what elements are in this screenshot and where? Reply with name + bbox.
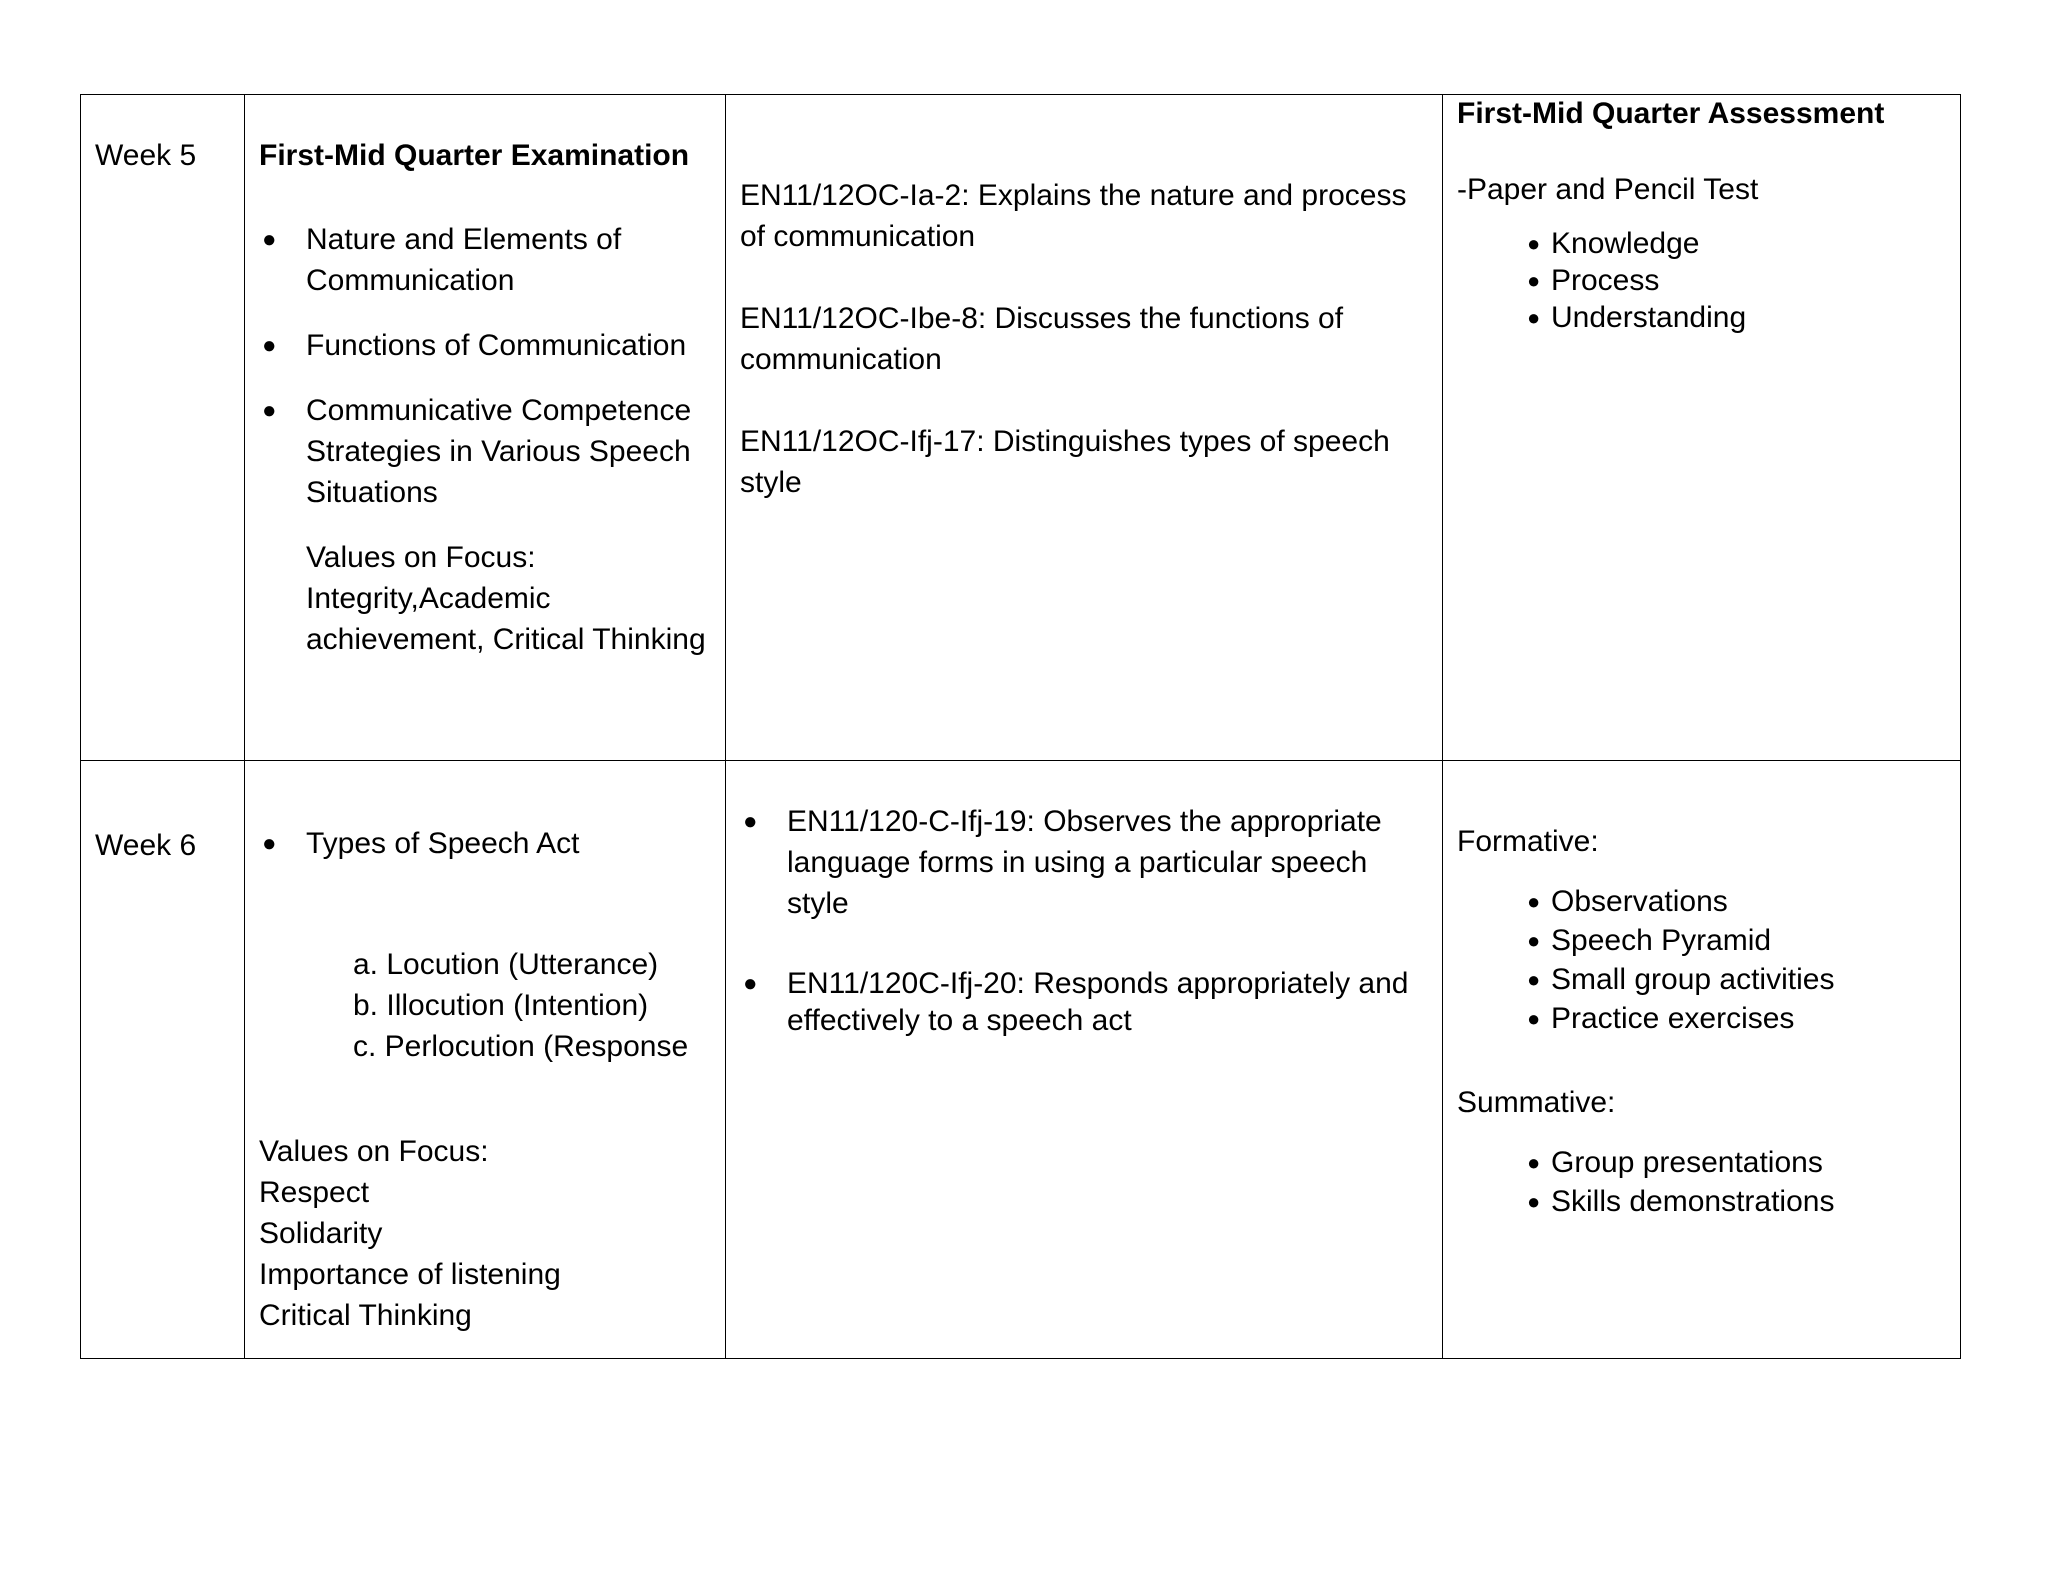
list-item: ● EN11/120C-Ifj-20: Responds appropriately and effectively to a speech act [743, 967, 1409, 1037]
list-item: a. Locution (Utterance) [353, 948, 659, 981]
list-item: ● Communicative Competence Strategies in Various Speech Situations [259, 390, 711, 513]
summative-label: Summative: [1457, 1086, 1616, 1119]
list-item: ● Speech Pyramid [1457, 921, 1946, 960]
assessment-cell [1443, 95, 1961, 761]
week-cell [81, 761, 245, 1359]
test-type: -Paper and Pencil Test [1457, 173, 1759, 206]
list-item: ● Observations [1457, 882, 1946, 921]
bullet-icon: ● [262, 226, 277, 253]
list-item: ● EN11/120-C-Ifj-19: Observes the appropriate language forms in using a particular speech style [740, 801, 1428, 924]
assessment-list [1457, 225, 1946, 336]
bullet-icon: ● [1527, 231, 1541, 256]
competencies-cell [726, 95, 1443, 761]
values-label: Values on Focus: [306, 541, 536, 574]
competency-list [740, 801, 1428, 1039]
sub-topic-list [259, 944, 711, 1067]
values-item: Respect [259, 1176, 370, 1209]
table-row-week-6 [81, 761, 1961, 1359]
values-item: Critical Thinking [259, 1299, 472, 1332]
list-item: ● Types of Speech Act [259, 823, 711, 864]
bullet-icon: ● [1527, 305, 1541, 330]
formative-label: Formative: [1457, 825, 1599, 858]
assessment-heading: First-Mid Quarter Assessment [1457, 97, 1885, 130]
list-item: b. Illocution (Intention) [353, 989, 649, 1022]
bullet-icon: ● [1527, 928, 1541, 953]
list-item: ● Skills demonstrations [1457, 1182, 1946, 1221]
bullet-icon: ● [743, 970, 758, 997]
list-item: ● Group presentations [1457, 1143, 1946, 1182]
bullet-icon: ● [262, 830, 277, 857]
values-text: Integrity,Academic achievement, Critical Thinking [306, 582, 706, 656]
week-label: Week 6 [95, 829, 197, 862]
competency-text: EN11/12OC-Ifj-17: Distinguishes types of speech style [740, 425, 1390, 499]
values-item: Importance of listening [259, 1258, 561, 1291]
list-item: ● Nature and Elements of Communication [259, 219, 711, 301]
formative-list [1457, 882, 1946, 1038]
values-label: Values on Focus: [259, 1135, 489, 1168]
lesson-plan-table [80, 94, 1961, 1359]
list-item: ● Process [1527, 264, 1660, 297]
competency-text: EN11/12OC-Ia-2: Explains the nature and process of communication [740, 179, 1407, 253]
bullet-icon: ● [743, 808, 758, 835]
bullet-icon: ● [1527, 967, 1541, 992]
assessment-cell [1443, 761, 1961, 1359]
topic-list [259, 219, 711, 513]
week-cell [81, 95, 245, 761]
topics-cell [245, 761, 726, 1359]
exam-heading: First-Mid Quarter Examination [259, 139, 690, 172]
bullet-icon: ● [1527, 268, 1541, 293]
bullet-icon: ● [1527, 1150, 1541, 1175]
list-item: ● Knowledge [1527, 227, 1700, 260]
bullet-icon: ● [262, 397, 277, 424]
bullet-icon: ● [1527, 889, 1541, 914]
bullet-icon: ● [1527, 1006, 1541, 1031]
topics-cell [245, 95, 726, 761]
bullet-icon: ● [262, 332, 277, 359]
table-row-week-5 [81, 95, 1961, 761]
values-item: Solidarity [259, 1217, 383, 1250]
bullet-icon: ● [1527, 1189, 1541, 1214]
competencies-cell [726, 761, 1443, 1359]
week-label: Week 5 [95, 139, 197, 172]
summative-list [1457, 1143, 1946, 1221]
list-item: ● Small group activities [1457, 960, 1946, 999]
list-item: ● Understanding [1527, 301, 1747, 334]
topic-list [259, 823, 711, 864]
list-item: c. Perlocution (Response [353, 1030, 689, 1063]
list-item: ● Practice exercises [1457, 999, 1946, 1038]
competency-text: EN11/12OC-Ibe-8: Discusses the functions of communication [740, 302, 1344, 376]
list-item: ● Functions of Communication [259, 325, 711, 366]
